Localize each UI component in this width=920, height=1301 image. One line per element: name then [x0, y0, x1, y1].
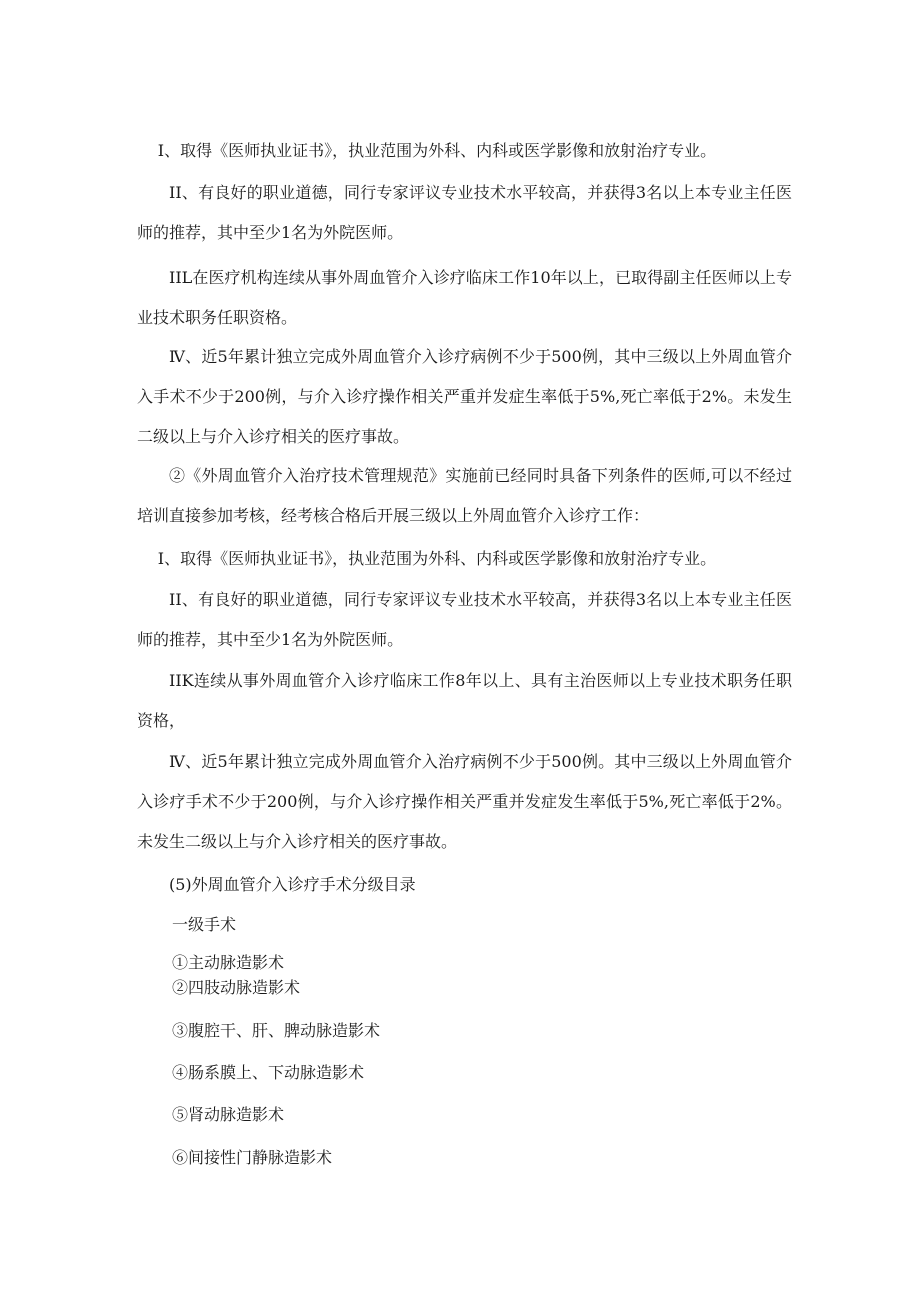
paragraph-8: IIK连续从事外周血管介入诊疗临床工作8年以上、具有主治医师以上专业技术职务任职资格，: [137, 671, 792, 730]
list-item: ⑤肾动脉造影术: [172, 1105, 285, 1124]
section-heading: (5)外周血管介入诊疗手术分级目录: [169, 875, 416, 894]
paragraph-9: Ⅳ、近5年累计独立完成外周血管介入治疗病例不少于500例。其中三级以上外周血管介入诊疗手术不少于200例，与介入诊疗操作相关严重并发症发生率低于5%,死亡率低于2%。未发生二级以上与介入诊疗相关的医疗事故。: [137, 752, 792, 851]
list-item: ①主动脉造影术: [172, 953, 285, 972]
list-item: ③腹腔干、肝、脾动脉造影术: [172, 1021, 381, 1040]
paragraph-2: II、有良好的职业道德，同行专家评议专业技术水平较高，并获得3名以上本专业主任医师的推荐，其中至少1名为外院医师。: [137, 183, 792, 242]
list-item: ⑥间接性门静脉造影术: [172, 1148, 333, 1167]
paragraph-3: IIL在医疗机构连续从事外周血管介入诊疗临床工作10年以上，已取得副主任医师以上专业技术职务任职资格。: [137, 268, 792, 327]
paragraph-6: Ⅰ、取得《医师执业证书》，执业范围为外科、内科或医学影像和放射治疗专业。: [157, 549, 717, 568]
paragraph-7: II、有良好的职业道德，同行专家评议专业技术水平较高，并获得3名以上本专业主任医师的推荐，其中至少1名为外院医师。: [137, 590, 792, 649]
surgery-level-heading: 一级手术: [172, 915, 237, 934]
list-item: ④肠系膜上、下动脉造影术: [172, 1063, 365, 1082]
paragraph-1: Ⅰ、取得《医师执业证书》，执业范围为外科、内科或医学影像和放射治疗专业。: [157, 141, 717, 160]
paragraph-5: ②《外周血管介入治疗技术管理规范》实施前已经同时具备下列条件的医师,可以不经过培训直接参加考核，经考核合格后开展三级以上外周血管介入诊疗工作：: [137, 466, 792, 525]
list-item: ②四肢动脉造影术: [172, 978, 301, 997]
paragraph-4: Ⅳ、近5年累计独立完成外周血管介入诊疗病例不少于500例，其中三级以上外周血管介入手术不少于200例，与介入诊疗操作相关严重并发症生率低于5%,死亡率低于2%。未发生二级以上与介入诊疗相关的医疗事故。: [137, 347, 792, 446]
